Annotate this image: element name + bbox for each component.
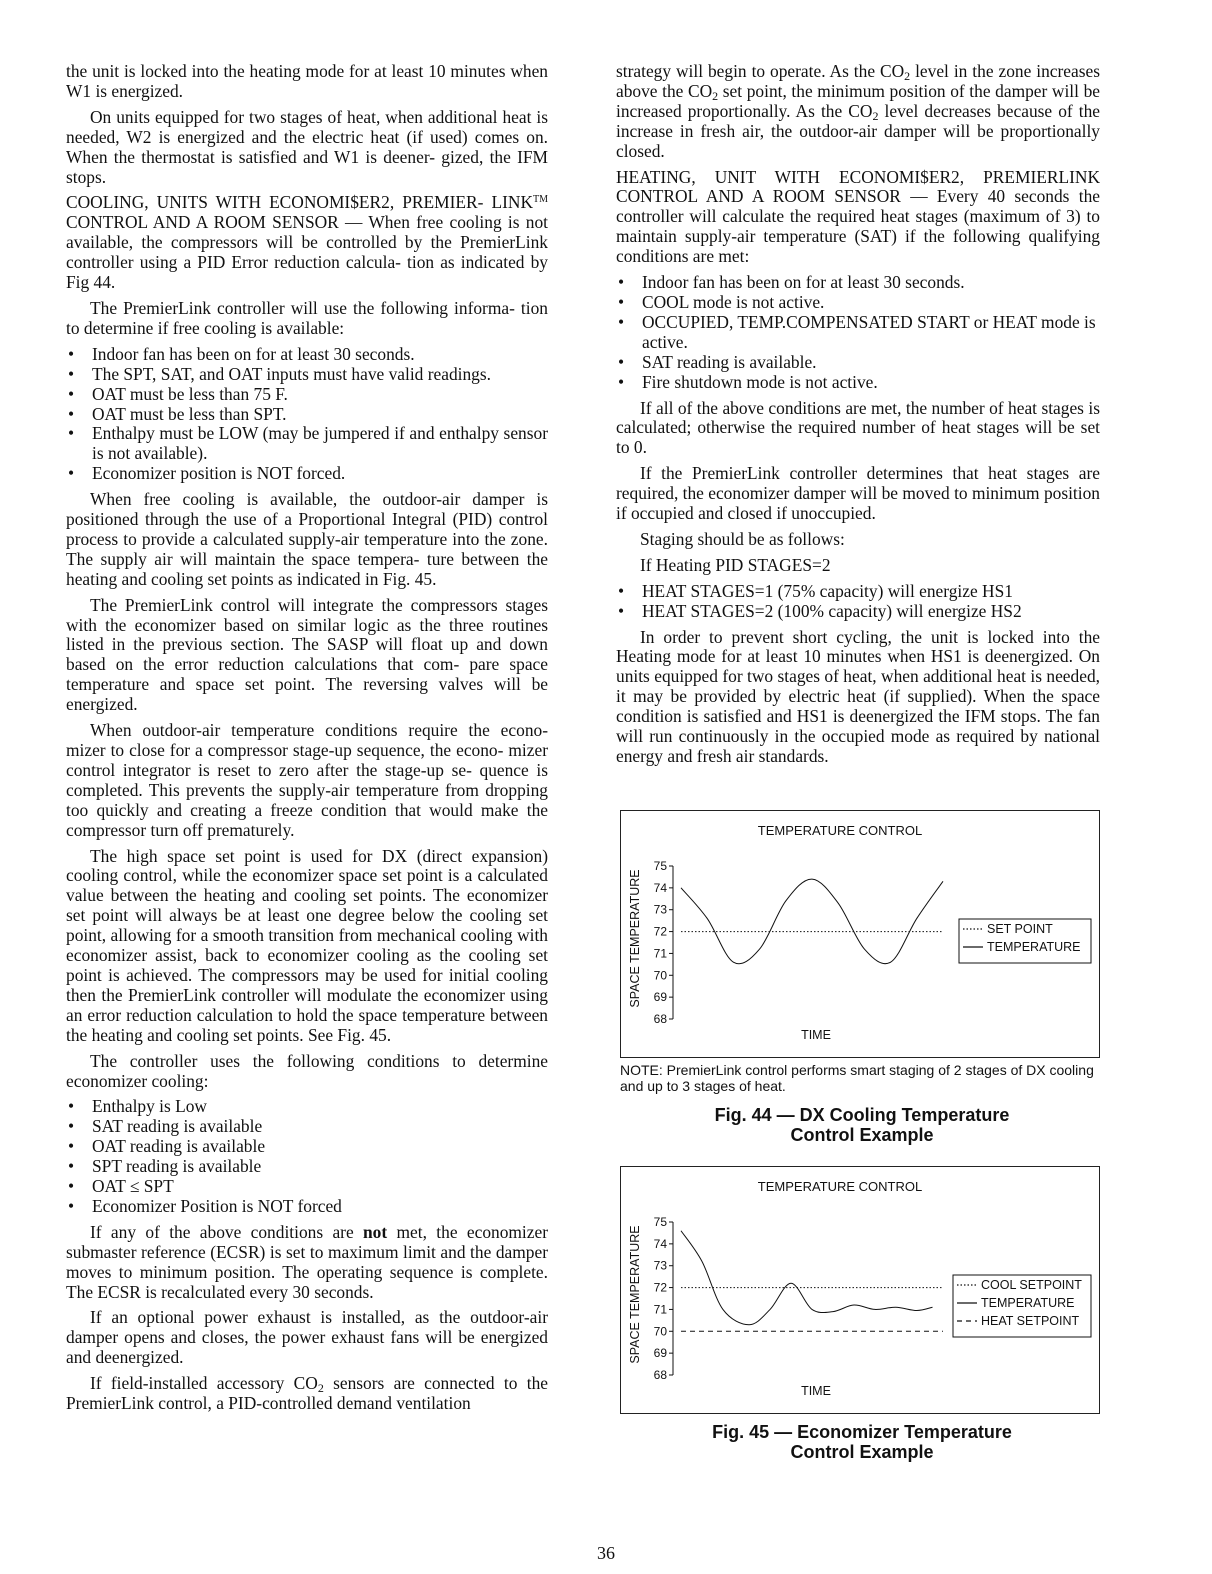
list-item: • SAT reading is available. bbox=[616, 353, 1100, 373]
list-item: • Fire shutdown mode is not active. bbox=[616, 373, 1100, 393]
bullet-list bbox=[66, 1097, 548, 1216]
x-axis-label: TIME bbox=[801, 1384, 831, 1398]
list-item: • Enthalpy is Low bbox=[66, 1097, 548, 1117]
page-number: 36 bbox=[597, 1543, 615, 1563]
legend-label: HEAT SETPOINT bbox=[981, 1314, 1080, 1328]
list-item: • Economizer Position is NOT forced bbox=[66, 1197, 548, 1217]
y-tick-label: 68 bbox=[653, 1368, 667, 1382]
list-item: • The SPT, SAT, and OAT inputs must have valid readings. bbox=[66, 365, 548, 385]
list-item: • Indoor fan has been on for at least 30 seconds. bbox=[66, 345, 548, 365]
paragraph: If an optional power exhaust is installed, as the outdoor-air damper opens and closes, the power exhaust fans will be energized and deenergized. bbox=[66, 1307, 548, 1368]
list-item: • OAT must be less than SPT. bbox=[66, 405, 548, 425]
y-tick-label: 74 bbox=[653, 1236, 667, 1251]
paragraph: When outdoor-air temperature conditions require the econo- mizer to close for a compressor stage-up sequence, the econo- mizer control integrator is reset to zero after the stage-up se- quence is completed. This prevents the supply-air temperature from dropping too quickly and creating a freeze condition that would make the compressor turn off prematurely. bbox=[66, 720, 548, 840]
paragraph: If field-installed accessory $CO_2$ sensors are connected to the PremierLink control, a PID-controlled demand ventilation bbox=[66, 1373, 548, 1414]
list-item: • COOL mode is not active. bbox=[616, 293, 1100, 313]
y-axis-label: SPACE TEMPERATURE bbox=[628, 869, 642, 1008]
figure-note: NOTE: PremierLink control performs smart staging of 2 stages of DX cooling and up to 3 stages of heat. bbox=[620, 1062, 1094, 1094]
paragraph: the unit is locked into the heating mode for at least 10 minutes when W1 is energized. bbox=[66, 61, 548, 101]
chart-svg bbox=[621, 1167, 1099, 1413]
bullet-list bbox=[616, 273, 1100, 392]
section-heading-cooling: COOLING, UNITS WITH ECONOMI$ER2, PREMIER- LINK™ CONTROL AND A ROOM SENSOR — When free cooling is not available, the compressors will be controlled by the PremierLink controller using a PID Error reduction calcula- tion as indicated by Fig 44. bbox=[66, 192, 548, 293]
paragraph: If all of the above conditions are met, the number of heat stages is calculated; otherwise the required number of heat stages will be set to 0. bbox=[616, 397, 1100, 458]
y-tick-label: 72 bbox=[653, 924, 667, 939]
chart-title: TEMPERATURE CONTROL bbox=[757, 1179, 923, 1194]
right-column bbox=[616, 62, 1100, 773]
bullet-list bbox=[66, 345, 548, 484]
y-tick-label: 73 bbox=[653, 1258, 667, 1273]
y-tick-label: 71 bbox=[653, 946, 667, 961]
x-axis-label: TIME bbox=[801, 1028, 831, 1042]
paragraph: The PremierLink control will integrate the compressors stages with the economizer based on similar logic as the three routines listed in the previous section. The SASP will float up and down based on the error reduction calculations that com- pare space temperature and space set point. The reversing valves will be energized. bbox=[66, 594, 548, 715]
list-item: • Enthalpy must be LOW (may be jumpered if and enthalpy sensor is not available). bbox=[66, 424, 548, 464]
y-axis-label: SPACE TEMPERATURE bbox=[628, 1225, 642, 1364]
paragraph: The controller uses the following conditions to determine economizer cooling: bbox=[66, 1050, 548, 1091]
bullet-list bbox=[616, 582, 1100, 622]
paragraph: The PremierLink controller will use the following informa- tion to determine if free cooling is available: bbox=[66, 297, 548, 338]
series-line-temperature bbox=[681, 879, 943, 964]
y-tick-label: 68 bbox=[653, 1012, 667, 1026]
figure-45-chart bbox=[620, 1166, 1100, 1414]
paragraph: If any of the above conditions are not met, the economizer submaster reference (ECSR) is set to maximum limit and the damper moves to minimum position. The operating sequence is complete. The ECSR is recalculated every 30 seconds. bbox=[66, 1221, 548, 1302]
legend-label: TEMPERATURE bbox=[981, 1296, 1075, 1310]
list-item: • Indoor fan has been on for at least 30 seconds. bbox=[616, 273, 1100, 293]
list-item: • SAT reading is available bbox=[66, 1117, 548, 1137]
paragraph: On units equipped for two stages of heat, when additional heat is needed, W2 is energized and the electric heat (if used) comes on. When the thermostat is satisfied and W1 is deener- gized, the IFM stops. bbox=[66, 106, 548, 187]
legend-label: COOL SETPOINT bbox=[981, 1278, 1082, 1292]
list-item: • HEAT STAGES=1 (75% capacity) will energize HS1 bbox=[616, 582, 1100, 602]
paragraph: When free cooling is available, the outdoor-air damper is positioned through the use of a Proportional Integral (PID) control process to provide a calculated supply-air temperature into the zone. The supply air will maintain the space tempera- ture between the heating and cooling set points as indicated in Fig. 45. bbox=[66, 489, 548, 589]
figure-44-caption bbox=[620, 1105, 1104, 1145]
caption-line: Control Example bbox=[790, 1125, 934, 1145]
y-tick-label: 69 bbox=[653, 990, 667, 1005]
series-line-temperature bbox=[681, 1231, 933, 1325]
paragraph: The high space set point is used for DX (direct expansion) cooling control, while the economizer space set point is a calculated value between the heating and cooling set points. The economizer set point will always be at least one degree below the cooling set point, allowing for a smooth transition from mechanical cooling with economizer assist, back to economizer cooling as the cooling set point is achieved. The compressors may be used for initial cooling then the PremierLink controller will modulate the economizer using an error reduction calculation to hold the space temperature between the heating and cooling set points. See Fig. 45. bbox=[66, 845, 548, 1045]
legend-label: TEMPERATURE bbox=[987, 940, 1081, 954]
chart-title: TEMPERATURE CONTROL bbox=[757, 823, 923, 838]
list-item: • OCCUPIED, TEMP.COMPENSATED START or HEAT mode is active. bbox=[616, 313, 1100, 353]
list-item: • Economizer position is NOT forced. bbox=[66, 464, 548, 484]
chart-svg bbox=[621, 811, 1099, 1057]
y-tick-label: 71 bbox=[653, 1302, 667, 1317]
left-column bbox=[66, 62, 548, 1420]
y-tick-label: 73 bbox=[653, 902, 667, 917]
list-item: • OAT ≤ SPT bbox=[66, 1177, 548, 1197]
paragraph: Staging should be as follows: bbox=[640, 528, 845, 549]
y-tick-label: 75 bbox=[653, 1215, 667, 1229]
caption-line: Control Example bbox=[790, 1442, 934, 1462]
caption-line: Fig. 44 — DX Cooling Temperature bbox=[714, 1105, 1010, 1125]
list-item: • OAT reading is available bbox=[66, 1137, 548, 1157]
figure-44-chart bbox=[620, 810, 1100, 1058]
list-item: • OAT must be less than 75 F. bbox=[66, 385, 548, 405]
section-heading-heating: HEATING, UNIT WITH ECONOMI$ER2, PREMIERLINK CONTROL AND A ROOM SENSOR — Every 40 seconds the controller will calculate the required heat stages (maximum of 3) to maintain supply-air temperature (SAT) if the following qualifying conditions are met: bbox=[616, 166, 1100, 267]
y-tick-label: 74 bbox=[653, 880, 667, 895]
y-tick-label: 69 bbox=[653, 1346, 667, 1361]
y-tick-label: 75 bbox=[653, 859, 667, 873]
paragraph: If Heating PID STAGES=2 bbox=[640, 554, 831, 575]
figure-45-caption bbox=[620, 1422, 1104, 1462]
y-tick-label: 70 bbox=[653, 1324, 667, 1339]
paragraph: strategy will begin to operate. As the $CO_2$ level in the zone increases above the $CO_2$ set point, the minimum position of the damper will be increased proportionally. As the $CO_2$ level decreases because of the increase in fresh air, the outdoor-air damper will be proportionally closed. bbox=[616, 61, 1101, 161]
list-item: • HEAT STAGES=2 (100% capacity) will energize HS2 bbox=[616, 602, 1100, 622]
paragraph: If the PremierLink controller determines that heat stages are required, the economizer damper will be moved to minimum position if occupied and closed if unoccupied. bbox=[616, 463, 1100, 524]
list-item: • SPT reading is available bbox=[66, 1157, 548, 1177]
y-tick-label: 70 bbox=[653, 968, 667, 983]
legend-label: SET POINT bbox=[987, 922, 1053, 936]
y-tick-label: 72 bbox=[653, 1280, 667, 1295]
paragraph: In order to prevent short cycling, the unit is locked into the Heating mode for at least 10 minutes when HS1 is deenergized. On units equipped for two stages of heat, when additional heat is needed, it may be provided by electric heat (if supplied). When the space condition is satisfied and HS1 is deenergized the IFM stops. The fan will run continuously in the occupied mode as required by national energy and fresh air standards. bbox=[616, 626, 1100, 766]
caption-line: Fig. 45 — Economizer Temperature bbox=[712, 1422, 1012, 1442]
